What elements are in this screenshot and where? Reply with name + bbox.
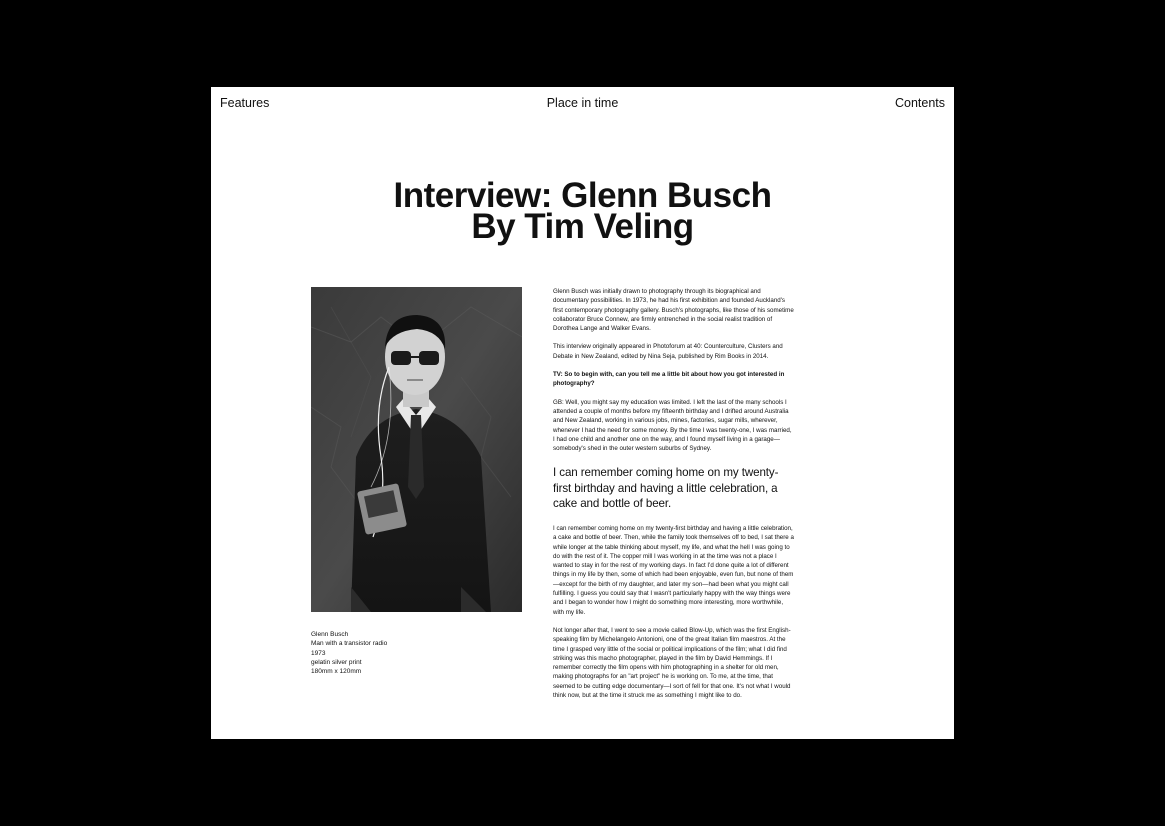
title-line-2: By Tim Veling (471, 207, 694, 246)
nav-contents-link[interactable]: Contents (894, 96, 945, 110)
interview-answer: GB: Well, you might say my education was limited. I left the last of the many schools I attended a couple of months before my fifteenth birthday and I drifted around Australia and New Zealand, working in various jobs, mines, factories, sugar mills, wherever, whenever I had the need for some money. By the time I was twenty-one, I was married, I had one child and another one on the way, and I found myself living in a garage—somebody's shed in the outer western suburbs of Sydney. (553, 398, 792, 453)
photo-caption (311, 630, 387, 676)
portrait-photo-graphic (311, 287, 522, 612)
nav-section (211, 87, 954, 119)
article-page (211, 87, 954, 739)
caption-year: 1973 (311, 649, 326, 657)
top-navigation (211, 87, 954, 119)
article-body (553, 287, 794, 709)
caption-medium: gelatin silver print (311, 658, 362, 666)
pull-quote: I can remember coming home on my twenty-first birthday and having a little celebration, a cake and bottle of beer. (553, 466, 779, 511)
intro-paragraph-1: Glenn Busch was initially drawn to photography through its biographical and documentary possibilities. In 1973, he had his first exhibition and founded Auckland's first contemporary photography gallery. Busch's photographs, like those of his sometime collaborator Bruce Connew, are firmly entrenched in the social realist tradition of Dorothea Lange and Walker Evans. (553, 288, 794, 333)
body-paragraph-2: Not longer after that, I went to see a movie called Blow-Up, which was the first English-speaking film by Michelangelo Antonioni, one of the great Italian film maestros. At the time I grasped very little of the social or political implications of the film; what I did find striking was this macho photographer, played in the film by David Hemmings. If I remember correctly the film opens with him photographing in a shelter for old men, making photographs for an "art project" he is working on. To me, at the time, that seemed to be cutting edge documentary—I sort of fell for that one. It's not what I would think now, but at the time it struck me as something I might like to do. (553, 626, 791, 699)
nav-features-link[interactable]: Features (220, 96, 270, 110)
caption-name: Glenn Busch (311, 631, 349, 638)
nav-section-link[interactable]: Place in time (546, 96, 619, 110)
intro-paragraph-2: This interview originally appeared in Photoforum at 40: Counterculture, Clusters and Debate in New Zealand, edited by Nina Seja, published by Rim Books in 2014. (553, 343, 783, 360)
caption-subject: Man with a transistor radio (311, 640, 388, 648)
portrait-photo (311, 287, 522, 612)
body-paragraph-1: I can remember coming home on my twenty-first birthday and having a little celebration, a cake and bottle of beer. Then, while the family took themselves off to bed, I sat there a while longer at the table thinking about myself, my life, and what the hell I was going to do with the rest of it. The copper mill I was working in at the time was not a place I wanted to stay in for the rest of my working days. In fact I'd done quite a lot of different things in my life by then, some of which had been enjoyable, even fun, but none of them—except for the birth of my daughter, and later my son—had been what you might call fulfilling. I guess you could say that I wasn't particularly happy with the way things were and I began to wonder how I might do something more interesting, more worthwhile, with my life. (553, 524, 794, 616)
page-title (211, 176, 954, 246)
caption-size: 180mm x 120mm (311, 668, 362, 676)
interview-question: TV: So to begin with, can you tell me a little bit about how you got interested in photography? (553, 371, 785, 388)
title-line-1: Interview: Glenn Busch (393, 176, 772, 215)
